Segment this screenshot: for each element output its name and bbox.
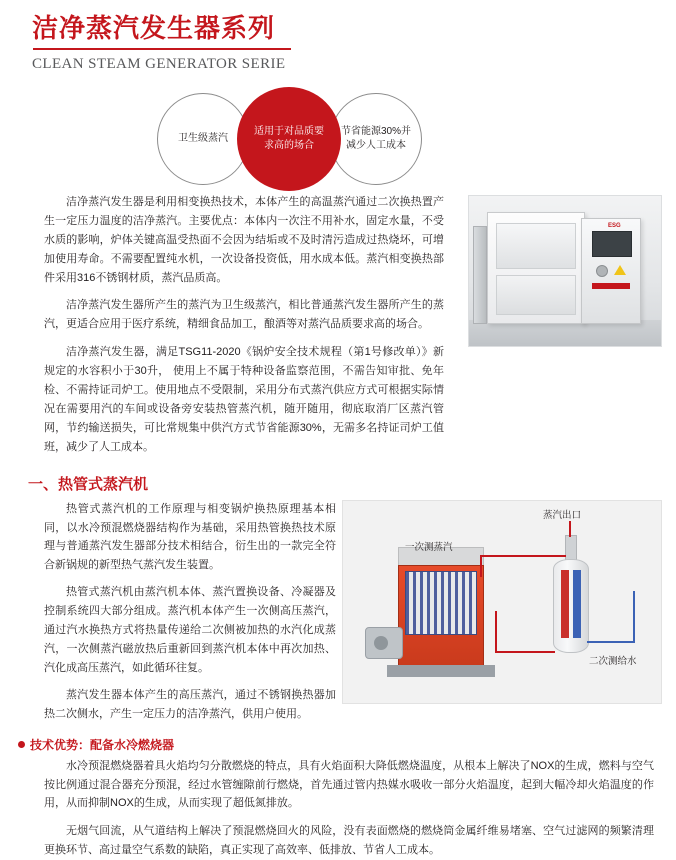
page-subtitle: CLEAN STEAM GENERATOR SERIE bbox=[32, 55, 286, 72]
section-1-paragraph-3: 蒸汽发生器本体产生的高压蒸汽，通过不锈钢换热器加热二次侧水，产生一定压力的洁净蒸汽，供用户使用。 bbox=[44, 688, 336, 720]
photo-panel-screen bbox=[592, 231, 632, 257]
intro-paragraph-1: 洁净蒸汽发生器是利用相变换热技术，本体产生的高温蒸汽通过二次换热置产生一定压力温度的洁净蒸汽。主要优点：本体内一次注不用补水，固定水量，不受水质的影响，炉体关键高温受热面不会因为结垢或不及时清污造成过热烧坏，可增加使用寿命。不需要配置纯水机，一次设备投资低，用水成本低。蒸汽相变换热部件采用316不锈钢材质，蒸汽品质高。 bbox=[44, 195, 444, 284]
feature-bubble-2 bbox=[237, 87, 341, 191]
diagram-steam-line-top bbox=[482, 555, 566, 557]
diagram-base bbox=[387, 665, 495, 677]
heat-pipe-diagram bbox=[342, 500, 662, 704]
intro-section bbox=[0, 193, 676, 457]
page-header bbox=[0, 0, 676, 73]
diagram-feedwater-line bbox=[587, 641, 635, 643]
bullet-dot-icon bbox=[18, 741, 25, 748]
diagram-feedwater-riser bbox=[633, 591, 635, 643]
feature-bubble-1-label: 卫生级蒸汽 bbox=[178, 133, 228, 145]
intro-paragraph-3: 洁净蒸汽发生器，满足TSG11-2020《锅炉安全技术规程（第1号修改单）》新规定的水容积小于30升， 使用上不属于特种设备监察范围，不需告知审批、免年检、不需持证司炉工。使用地点不受限制，采用分布式蒸汽供应方式可根据实际情况在需要用汽的车间或设备旁安装热管蒸汽机，随开随用，彻底取消厂区蒸汽管网，节约输送损失，可比常规集中供汽方式节省能源30%，无需多名持证司炉工值班，减少了人工成本。 bbox=[44, 346, 444, 453]
feature-bubble-2-label: 适用于对品质要求高的场合 bbox=[254, 126, 324, 151]
title-divider bbox=[33, 48, 291, 50]
photo-control-panel bbox=[581, 218, 641, 324]
feature-bubble-1 bbox=[157, 93, 249, 185]
diagram-steam-outlet-line bbox=[569, 521, 571, 537]
section-1-paragraph-2: 热管式蒸汽机由蒸汽机本体、蒸汽置换设备、冷凝器及控制系统四大部分组成。蒸汽机本体产生一次侧高压蒸汽，通过汽水换热方式将热量传递给二次侧被加热的水汽化成蒸汽，一次侧蒸汽磁放热后重新回到蒸汽机本体中再次加热、汽化成高压蒸汽，如此循环往复。 bbox=[44, 586, 336, 674]
diagram-vessel-hot-core bbox=[561, 570, 569, 638]
photo-panel-knob bbox=[596, 265, 608, 277]
photo-pipe bbox=[473, 226, 487, 324]
section-1-heading: 一、热管式蒸汽机 bbox=[28, 475, 149, 493]
section-1-paragraph-1: 热管式蒸汽机的工作原理与相变锅炉换热原理基本相同，以水冷预混燃烧器结构作为基础，采用热管换热技术原理与普通蒸汽发生器部分技术相结合，衍生出的一款完全符合新锅规的新型热气蒸汽发生装置。 bbox=[44, 502, 336, 572]
feature-bubbles bbox=[0, 87, 676, 187]
section-2-paragraph-2: 无烟气回流，从气道结构上解决了预混燃烧回火的风险，没有表面燃烧的燃烧筒金属纤维易堵塞、空气过滤网的频繁清理更换环节、高过量空气系数的缺陷，真正实现了高效率、低排放、节省人工成本。 bbox=[44, 825, 654, 857]
section-2-body bbox=[0, 755, 676, 860]
product-photo bbox=[468, 195, 662, 347]
diagram-steam-line-riser bbox=[480, 555, 482, 577]
diagram-heat-tubes bbox=[405, 571, 477, 635]
section-1-body bbox=[0, 500, 676, 724]
diagram-return-line bbox=[495, 651, 555, 653]
diagram-return-riser bbox=[495, 611, 497, 653]
diagram-label-primary-steam: 一次测蒸汽 bbox=[405, 541, 453, 553]
feature-bubble-3 bbox=[330, 93, 422, 185]
photo-panel-label bbox=[592, 283, 630, 289]
diagram-label-steam-outlet: 蒸汽出口 bbox=[543, 509, 582, 521]
page-title: 洁净蒸汽发生器系列 bbox=[32, 13, 276, 43]
intro-paragraph-2: 洁净蒸汽发生器所产生的蒸汽为卫生级蒸汽，相比普通蒸汽发生器所产生的蒸汽，更适合应用于医疗系统，精细食品加工，酿酒等对蒸汽品质要求高的场合。 bbox=[44, 299, 444, 331]
diagram-vessel-cold-core bbox=[573, 570, 581, 638]
feature-bubble-3-label: 节省能源30%并减少人工成本 bbox=[340, 126, 411, 151]
photo-generator-body bbox=[487, 212, 585, 324]
warning-triangle-icon bbox=[614, 265, 626, 275]
section-2-heading-label: 技术优势：配备水冷燃烧器 bbox=[30, 737, 175, 752]
diagram-exchanger-vessel bbox=[553, 559, 589, 653]
diagram-burner bbox=[365, 627, 403, 659]
photo-brand-logo: ESG bbox=[608, 222, 621, 229]
section-2-paragraph-1: 水冷预混燃烧器着具火焰均匀分散燃烧的特点，具有火焰面积大降低燃烧温度，从根本上解决了NOX的生成，燃料与空气按比例通过混合器充分预混，经过水管缠隙前行燃烧，首先通过管内热媒水吸收一部分火焰温度，起到大幅冷却火焰温度的作用，从而抑制NOX的生成，从而实现了超低氮排放。 bbox=[44, 759, 654, 810]
diagram-label-secondary-feedwater: 二次测给水 bbox=[589, 655, 637, 667]
section-2-heading bbox=[0, 732, 676, 755]
